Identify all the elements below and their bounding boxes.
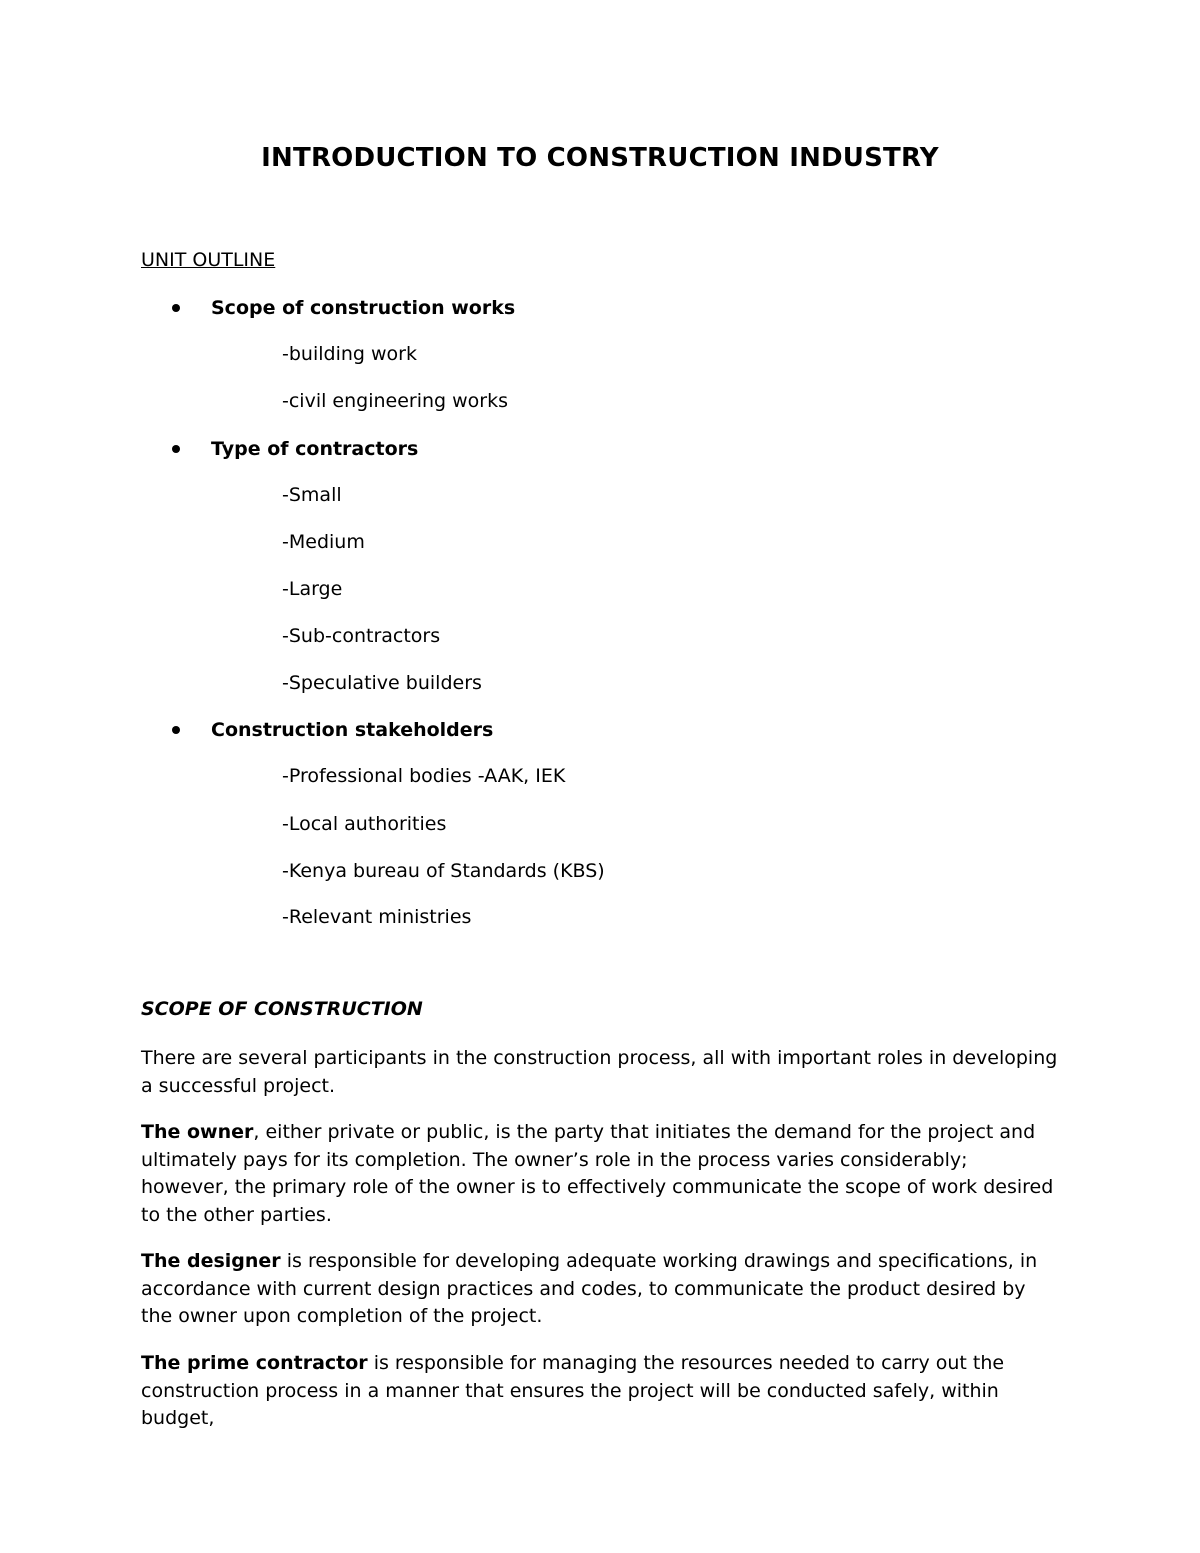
outline-sub-item: -Professional bodies -AAK, IEK (282, 765, 566, 787)
paragraph-lead: The prime contractor (141, 1352, 368, 1374)
outline-sub-item: -Medium (282, 531, 365, 553)
paragraph-prime-contractor (141, 1350, 1061, 1433)
bullet-icon (172, 304, 180, 312)
outline-bullet-contractors (172, 438, 418, 460)
paragraph-lead: The owner (141, 1121, 254, 1143)
unit-outline-label: UNIT OUTLINE (141, 249, 276, 271)
outline-bullet-stakeholders (172, 719, 493, 741)
paragraph-owner (141, 1119, 1061, 1229)
outline-sub-item: -Relevant ministries (282, 906, 472, 928)
outline-sub-item: -Local authorities (282, 813, 447, 835)
outline-sub-item: -Sub-contractors (282, 625, 441, 647)
outline-sub-item: -building work (282, 343, 417, 365)
outline-bullet-scope (172, 297, 515, 319)
paragraph-text: is responsible for managing the resources needed to carry out the construction process in a manner that ensures the project will be conducted safely, within budget, (141, 1352, 1005, 1429)
paragraph-text: , either private or public, is the party that initiates the demand for the project and ultimately pays for its completion. The owner’s role in the process varies considerably; however, the primary role of the owner is to effectively communicate the scope of work desired to the other parties. (141, 1121, 1054, 1226)
outline-heading: Scope of construction works (211, 297, 516, 319)
outline-sub-item: -civil engineering works (282, 390, 509, 412)
paragraph-lead: The designer (141, 1250, 281, 1272)
outline-sub-item: -Kenya bureau of Standards (KBS) (282, 860, 605, 882)
paragraph-participants (141, 1045, 1061, 1100)
outline-sub-item: -Speculative builders (282, 672, 482, 694)
document-title: INTRODUCTION TO CONSTRUCTION INDUSTRY (261, 143, 939, 173)
section-heading: SCOPE OF CONSTRUCTION (141, 998, 423, 1020)
bullet-icon (172, 726, 180, 734)
bullet-icon (172, 445, 180, 453)
outline-sub-item: -Small (282, 484, 342, 506)
paragraph-designer (141, 1248, 1061, 1331)
paragraph-text: is responsible for developing adequate working drawings and specifications, in accordance with current design practices and codes, to communicate the product desired by the owner upon completion of the project. (141, 1250, 1038, 1327)
paragraph-text: There are several participants in the construction process, all with important roles in developing a successful project. (141, 1047, 1058, 1097)
outline-sub-item: -Large (282, 578, 343, 600)
outline-heading: Construction stakeholders (211, 719, 494, 741)
outline-heading: Type of contractors (211, 438, 419, 460)
